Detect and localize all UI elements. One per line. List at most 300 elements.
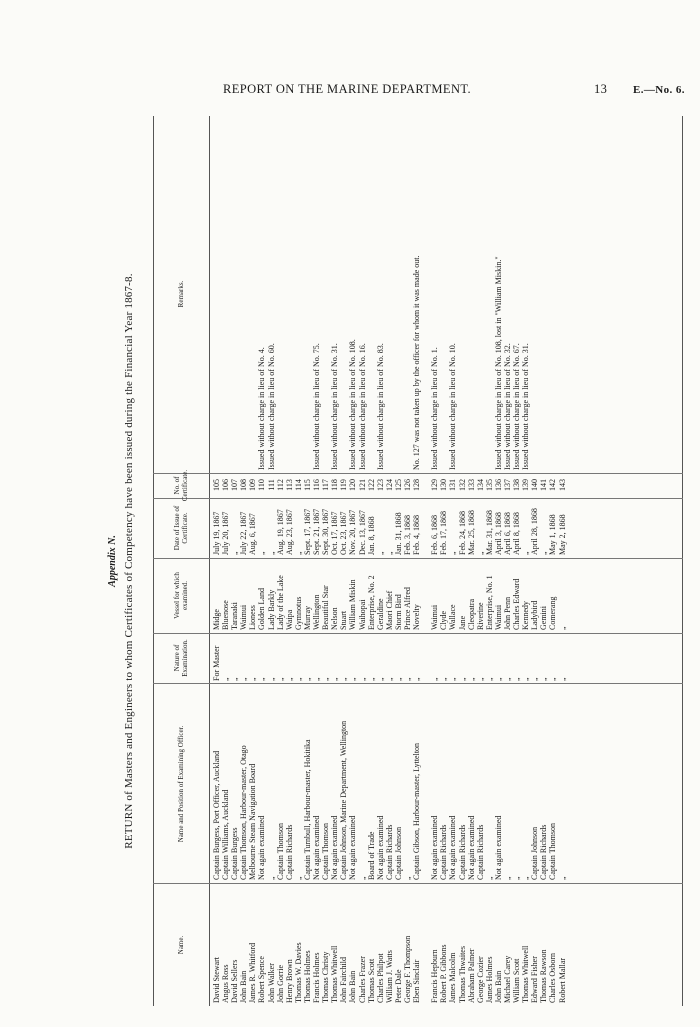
cell-number: 135 — [484, 479, 494, 491]
cell-number: 140 — [530, 479, 540, 491]
cell-vessel: Jane — [457, 615, 467, 630]
cell-number: 128 — [412, 479, 422, 491]
cell-number: 110 — [257, 479, 267, 491]
cell-date: Mar. 31, 1868 — [484, 510, 494, 555]
cell-nature: „ — [248, 677, 258, 681]
cell-name: Francis Hepburn — [430, 949, 440, 1003]
page-number: 13 — [594, 82, 608, 96]
cell-remarks — [403, 118, 412, 470]
number-column — [212, 475, 567, 495]
cell-date: Aug. 19, 1867 — [275, 509, 285, 555]
cell-nature: „ — [503, 677, 512, 681]
cell-date: Oct. 17, 1867 — [330, 511, 340, 555]
cell-officer: „ — [484, 876, 494, 880]
cell-vessel: Gemini — [539, 606, 549, 630]
cell-officer: Not again examined — [448, 815, 458, 880]
cell-nature: „ — [230, 677, 240, 681]
cell-date: Oct. 23, 1867 — [339, 511, 349, 555]
cell-nature: „ — [393, 677, 403, 681]
cell-officer: Not again examined — [493, 815, 503, 880]
cell-nature: „ — [439, 677, 449, 681]
cell-date: Sept. 21, 1867 — [312, 508, 322, 555]
cell-date: „ — [293, 551, 303, 555]
cell-officer: Board of Trade — [366, 831, 376, 880]
cell-date: Sept. 30, 1867 — [321, 508, 331, 555]
cell-nature: „ — [266, 677, 276, 681]
cell-remarks — [276, 118, 285, 470]
cell-officer: „ — [512, 876, 522, 880]
cell-name: Edward Fisher — [530, 956, 540, 1003]
cell-vessel: Murray — [302, 606, 312, 630]
cell-date: „ — [384, 551, 394, 555]
cell-date: „ — [475, 551, 485, 555]
cell-nature: „ — [539, 677, 549, 681]
cell-remarks — [239, 118, 248, 470]
cell-vessel: Wellington — [312, 594, 322, 630]
col-header-date: Date of Issue of Certificate. — [173, 505, 189, 551]
cell-vessel: Riverine — [475, 602, 485, 630]
cell-officer: Captain Richards — [457, 824, 467, 880]
cell-nature: „ — [375, 677, 385, 681]
col-header-vessel: Vessel for which examined. — [173, 572, 189, 619]
cell-name: David Stewart — [212, 957, 221, 1003]
cell-number: 130 — [439, 479, 449, 491]
cell-number: 125 — [393, 479, 403, 491]
cell-date: Feb. 3, 1868 — [402, 515, 412, 555]
cell-vessel: Charles Edward — [512, 578, 522, 630]
cell-remarks — [530, 118, 539, 470]
column-divider — [153, 883, 683, 884]
cell-nature: „ — [330, 677, 340, 681]
cell-number: 107 — [230, 479, 240, 491]
cell-date: April 6, 1868 — [503, 512, 512, 555]
cell-nature: „ — [457, 677, 467, 681]
cell-name: Angus Ross — [221, 964, 231, 1003]
cell-vessel: Kennedy — [521, 601, 531, 630]
cell-vessel: Midge — [212, 609, 221, 630]
cell-date: July 19, 1867 — [212, 511, 221, 555]
cell-number: 141 — [539, 479, 549, 491]
cell-date: Feb. 4, 1868 — [412, 515, 422, 555]
cell-date: Jan. 8, 1868 — [366, 516, 376, 555]
cell-name: William Scott — [512, 958, 522, 1003]
column-divider — [153, 633, 683, 634]
appendix-label: Appendix N. — [107, 535, 118, 587]
cell-number: 111 — [266, 479, 276, 491]
cell-name: George Cozier — [475, 956, 485, 1003]
cell-remarks — [558, 118, 567, 470]
cell-remarks: Issued without charge in lieu of No. 75. — [312, 343, 322, 470]
cell-name: Robert Mallar — [557, 957, 567, 1003]
col-header-nature: Nature of Examination. — [173, 639, 189, 677]
cell-nature: „ — [239, 677, 249, 681]
cell-name: Thomas Scott — [366, 958, 376, 1003]
cell-remarks — [294, 118, 303, 470]
cell-name: Charles Frazer — [357, 956, 367, 1003]
cell-nature: „ — [521, 677, 531, 681]
cell-number: 139 — [521, 479, 531, 491]
cell-vessel — [421, 560, 430, 630]
cell-vessel: Enterprise, No. 1 — [484, 575, 494, 630]
cell-number: 105 — [212, 479, 221, 491]
cell-vessel: Waimui — [239, 604, 249, 630]
cell-number: 126 — [402, 479, 412, 491]
cell-remarks — [321, 118, 330, 470]
cell-vessel: John Penn — [503, 596, 512, 630]
cell-vessel: Maori Chief — [384, 590, 394, 630]
cell-date: Aug. 23, 1867 — [284, 509, 294, 555]
cell-officer: Not again examined — [312, 815, 322, 880]
cell-number: 108 — [239, 479, 249, 491]
cell-name: James Holmes — [484, 956, 494, 1003]
cell-vessel: William Miskin — [348, 579, 358, 630]
cell-nature: „ — [430, 677, 440, 681]
cell-remarks — [285, 118, 294, 470]
cell-number: 109 — [248, 479, 258, 491]
table-top-rule — [153, 116, 154, 1006]
cell-date — [421, 500, 430, 555]
cell-officer: Captain Johnson — [393, 826, 403, 880]
cell-remarks: No. 127 was not taken up by the officer for whom it was made out. — [412, 255, 422, 470]
cell-officer: „ — [503, 876, 512, 880]
cell-date: April 28, 1868 — [530, 508, 540, 555]
cell-date: Aug. 6, 1867 — [248, 513, 258, 555]
cell-date: „ — [230, 551, 240, 555]
cell-remarks — [385, 118, 394, 470]
cell-date: July 20, 1867 — [221, 511, 231, 555]
column-divider — [153, 498, 683, 499]
cell-vessel: „ — [557, 626, 567, 630]
cell-number: 123 — [375, 479, 385, 491]
cell-name: Charles Osborn — [548, 953, 558, 1003]
page-header-title: REPORT ON THE MARINE DEPARTMENT. — [223, 82, 472, 96]
cell-remarks: Issued without charge in lieu of No. 4. — [257, 347, 267, 470]
cell-vessel: Stuart — [339, 610, 349, 630]
column-divider — [153, 558, 683, 559]
remarks-column — [212, 118, 567, 470]
cell-nature: „ — [466, 677, 476, 681]
cell-number: 113 — [284, 479, 294, 491]
cell-nature: „ — [384, 677, 394, 681]
cell-vessel: Waihopai — [357, 599, 367, 630]
cell-name: George F. Thompson — [402, 935, 412, 1003]
cell-name: John Walker — [266, 963, 276, 1003]
document-reference: E.—No. 6. — [633, 84, 685, 96]
cell-vessel: Lady of the Lake — [275, 575, 285, 630]
cell-officer: Captain Thomson — [321, 823, 331, 880]
cell-officer: Captain Johnson — [530, 826, 540, 880]
cell-date: Feb. 6, 1868 — [430, 515, 440, 555]
cell-vessel: Waipa — [284, 609, 294, 630]
cell-vessel: Waimui — [430, 604, 440, 630]
cell-remarks: Issued without charge in lieu of No. 108. — [348, 339, 358, 470]
cell-vessel: Ladybird — [530, 600, 540, 630]
cell-date: Mar. 25, 1868 — [466, 510, 476, 555]
cell-nature: „ — [257, 677, 267, 681]
cell-remarks — [421, 118, 430, 470]
cell-officer: Captain Thomson, Harbour-master, Otago — [239, 745, 249, 880]
cell-number — [421, 475, 430, 495]
cell-date: Feb. 17, 1868 — [439, 511, 449, 555]
cell-nature: „ — [548, 677, 558, 681]
cell-nature: „ — [530, 677, 540, 681]
cell-officer: Captain Turnbull, Harbour-master, Hokitika — [302, 739, 312, 880]
cell-remarks — [212, 118, 221, 470]
cell-vessel: Taranaki — [230, 602, 240, 630]
cell-number: 114 — [293, 479, 303, 491]
cell-nature: „ — [293, 677, 303, 681]
cell-remarks — [458, 118, 467, 470]
cell-officer: Not again examined — [466, 815, 476, 880]
cell-vessel: Waimui — [493, 604, 503, 630]
cell-name: James R. Whitford — [248, 942, 258, 1003]
cell-vessel: Geraldine — [375, 598, 385, 630]
cell-officer: „ — [557, 876, 567, 880]
cell-remarks — [230, 118, 239, 470]
column-divider — [153, 683, 683, 684]
cell-name — [421, 886, 430, 1003]
cell-vessel: Clyde — [439, 610, 449, 630]
cell-name: Abraham Palmer — [466, 948, 476, 1003]
cell-number: 115 — [302, 479, 312, 491]
cell-name: Henry Brown — [284, 959, 294, 1003]
cell-date: April 8, 1868 — [512, 512, 522, 555]
date-column — [212, 500, 567, 555]
cell-remarks: Issued without charge in lieu of No. 31. — [330, 343, 340, 470]
cell-remarks — [248, 118, 257, 470]
table-title: RETURN of Masters and Engineers to whom Certificates of Competency have been issued during the Financial Year 1867-8. — [123, 273, 135, 849]
cell-nature: „ — [284, 677, 294, 681]
cell-officer: Not again examined — [375, 815, 385, 880]
cell-officer: Captain Johnson, Marine Department, Wellington — [339, 720, 349, 880]
cell-officer — [421, 686, 430, 880]
cell-officer: Captain Richards — [439, 824, 449, 880]
cell-number: 120 — [348, 479, 358, 491]
col-header-number: No. of Certificate. — [173, 469, 189, 502]
cell-name: Thomas Whitwell — [521, 945, 531, 1003]
cell-date: April 3, 1868 — [493, 512, 503, 555]
cell-date: „ — [539, 551, 549, 555]
cell-number: 137 — [503, 479, 512, 491]
cell-number: 134 — [475, 479, 485, 491]
cell-date: Feb. 24, 1868 — [457, 511, 467, 555]
cell-officer: „ — [521, 876, 531, 880]
cell-vessel: Lioness — [248, 605, 258, 630]
cell-remarks — [539, 118, 548, 470]
cell-officer: „ — [402, 876, 412, 880]
cell-number: 117 — [321, 479, 331, 491]
cell-nature: „ — [402, 677, 412, 681]
cell-remarks: Issued without charge in lieu of No. 1. — [430, 347, 440, 470]
cell-nature: „ — [412, 677, 422, 681]
cell-remarks — [303, 118, 312, 470]
cell-remarks — [476, 118, 485, 470]
cell-vessel: Comerang — [548, 596, 558, 630]
cell-officer: Captain Richards — [384, 824, 394, 880]
cell-number: 133 — [466, 479, 476, 491]
cell-date: May 1, 1868 — [548, 514, 558, 555]
cell-nature: „ — [302, 677, 312, 681]
cell-number: 138 — [512, 479, 522, 491]
rotated-return-table — [105, 116, 690, 1006]
cell-officer: Captain Thomson — [275, 823, 285, 880]
cell-number: 132 — [457, 479, 467, 491]
cell-number: 112 — [275, 479, 285, 491]
cell-date: „ — [521, 551, 531, 555]
header-rule — [209, 116, 210, 1006]
cell-vessel: Wallace — [448, 604, 458, 630]
cell-number: 118 — [330, 479, 340, 491]
col-header-remarks: Remarks. — [177, 280, 185, 308]
cell-name: James Malcolm — [448, 952, 458, 1003]
cell-name: Thomas Rawson — [539, 949, 549, 1003]
cell-vessel: Enterprise, No. 2 — [366, 575, 376, 630]
cell-name: Peter Dale — [393, 969, 403, 1003]
cell-remarks — [439, 118, 448, 470]
cell-nature: „ — [448, 677, 458, 681]
cell-nature: „ — [366, 677, 376, 681]
cell-date: „ — [257, 551, 267, 555]
cell-number: 116 — [312, 479, 322, 491]
cell-date: Nov. 20, 1867 — [348, 509, 358, 555]
cell-name: Thomas Whitwell — [330, 945, 340, 1003]
cell-number: 122 — [366, 479, 376, 491]
cell-name: Robert Spence — [257, 956, 267, 1003]
name-column — [212, 886, 567, 1003]
cell-remarks — [339, 118, 348, 470]
table-bottom-rule — [682, 116, 683, 1006]
cell-nature: „ — [321, 677, 331, 681]
cell-nature: „ — [357, 677, 367, 681]
cell-nature: „ — [348, 677, 358, 681]
officer-column — [212, 686, 567, 880]
cell-date: Jan. 31, 1868 — [393, 512, 403, 555]
cell-vessel: Golden Land — [257, 588, 267, 630]
cell-number: 142 — [548, 479, 558, 491]
cell-number: 136 — [493, 479, 503, 491]
cell-remarks — [548, 118, 557, 470]
cell-date: „ — [375, 551, 385, 555]
cell-name: Thomas Thwaites — [457, 946, 467, 1003]
cell-remarks: Issued without charge in lieu of No. 60. — [266, 343, 276, 470]
cell-number: 121 — [357, 479, 367, 491]
cell-remarks: Issued without charge in lieu of No. 67. — [512, 343, 522, 470]
cell-name: Thomas Holmes — [302, 950, 312, 1003]
cell-remarks: Issued without charge in lieu of No. 108, lost in "William Miskin." — [493, 256, 503, 470]
col-header-name: Name. — [177, 935, 185, 955]
cell-name: Michael Carey — [503, 955, 512, 1003]
cell-officer: „ — [357, 876, 367, 880]
cell-vessel: Novelty — [412, 604, 422, 630]
cell-name: John Bain — [239, 970, 249, 1003]
cell-remarks — [221, 118, 230, 470]
vessel-column — [212, 560, 567, 630]
cell-name: Thomas Christy — [321, 951, 331, 1003]
cell-vessel: Storm Bird — [393, 594, 403, 630]
cell-remarks — [485, 118, 494, 470]
cell-officer: „ — [266, 876, 276, 880]
cell-vessel: Prince Alfred — [402, 587, 412, 630]
cell-remarks — [367, 118, 376, 470]
cell-officer: Not again examined — [348, 815, 358, 880]
cell-name: John Bain — [493, 970, 503, 1003]
cell-nature: „ — [339, 677, 349, 681]
cell-officer: „ — [293, 876, 303, 880]
cell-name: Robert P. Gibbons — [439, 944, 449, 1003]
cell-number: 131 — [448, 479, 458, 491]
cell-name: Thomas W. Davies — [293, 942, 303, 1003]
cell-officer: Captain Richards — [539, 824, 549, 880]
col-header-officer: Name and Position of Examining Officer. — [177, 725, 185, 843]
cell-number: 119 — [339, 479, 349, 491]
cell-name: Francis Holmes — [312, 952, 322, 1003]
cell-nature: „ — [493, 677, 503, 681]
certificates-table — [153, 116, 683, 1006]
cell-name: John Gorrie — [275, 965, 285, 1003]
cell-officer: Not again examined — [257, 815, 267, 880]
cell-vessel: Bluenose — [221, 600, 231, 630]
cell-remarks — [467, 118, 476, 470]
cell-nature: „ — [312, 677, 322, 681]
cell-nature: „ — [221, 677, 231, 681]
cell-officer: Captain Williams, Auckland — [221, 789, 231, 880]
cell-officer: Captain Thomson — [548, 823, 558, 880]
cell-date: Dec. 13, 1867 — [357, 510, 367, 555]
cell-remarks — [394, 118, 403, 470]
cell-nature: „ — [484, 677, 494, 681]
cell-officer: Not again examined — [330, 815, 340, 880]
column-divider — [153, 473, 683, 474]
cell-name: Charles Philpot — [375, 953, 385, 1003]
cell-vessel: Beautiful Star — [321, 585, 331, 630]
cell-vessel: Lady Barkly — [266, 589, 276, 630]
cell-number: 124 — [384, 479, 394, 491]
cell-name: David Sellers — [230, 959, 240, 1003]
cell-nature: For Master — [212, 645, 221, 681]
cell-remarks: Issued without charge in lieu of No. 16. — [357, 343, 367, 470]
cell-officer: Captain Gibson, Harbour-master, Lyttelton — [412, 742, 422, 880]
cell-nature — [421, 635, 430, 681]
cell-number: 106 — [221, 479, 231, 491]
cell-officer: Melbourne Steam Navigation Board — [248, 763, 258, 880]
cell-date: Sept. 17, 1867 — [302, 508, 312, 555]
cell-name: John Bain — [348, 970, 358, 1003]
cell-officer: Not again examined — [430, 815, 440, 880]
cell-officer: Captain Burgess — [230, 827, 240, 880]
cell-officer: Captain Burgess, Port Officer, Auckland — [212, 750, 221, 880]
cell-officer: Captain Richards — [475, 824, 485, 880]
cell-number: 143 — [557, 479, 567, 491]
cell-officer: Captain Richards — [284, 824, 294, 880]
cell-nature: „ — [475, 677, 485, 681]
cell-number: 129 — [430, 479, 440, 491]
cell-vessel: Nelson — [330, 607, 340, 630]
nature-column — [212, 635, 567, 681]
cell-nature: „ — [512, 677, 522, 681]
cell-date: July 22, 1867 — [239, 511, 249, 555]
cell-nature: „ — [275, 677, 285, 681]
cell-vessel: Cleopatra — [466, 598, 476, 630]
cell-date: May 2, 1868 — [557, 514, 567, 555]
cell-remarks: Issued without charge in lieu of No. 32. — [503, 343, 512, 470]
cell-date: „ — [448, 551, 458, 555]
cell-remarks: Issued without charge in lieu of No. 10. — [448, 343, 458, 470]
cell-remarks: Issued without charge in lieu of No. 31. — [521, 343, 531, 470]
cell-name: William J. Watts — [384, 950, 394, 1003]
cell-name: Eben Sinclair — [412, 959, 422, 1003]
cell-nature: „ — [557, 677, 567, 681]
cell-remarks: Issued without charge in lieu of No. 83. — [375, 343, 385, 470]
